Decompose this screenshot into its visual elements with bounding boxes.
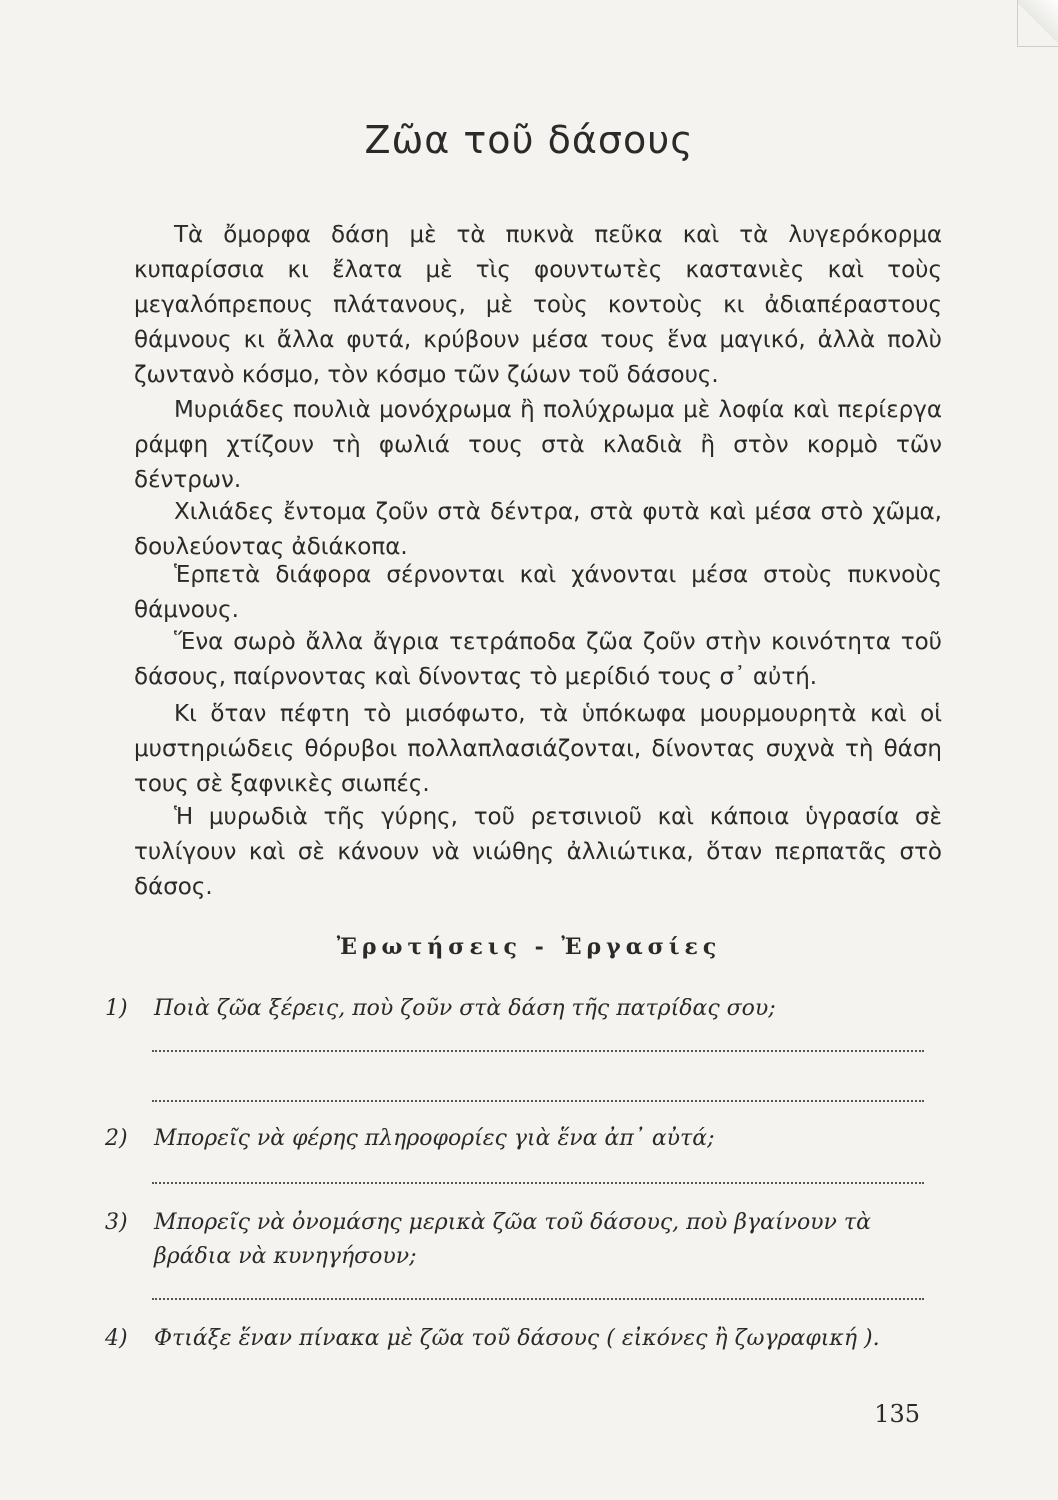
question-text: Ποιὰ ζῶα ξέρεις, ποὺ ζοῦν στὰ δάση τῆς πατρίδας σου; (154, 996, 776, 1021)
page-number: 135 (874, 1400, 920, 1428)
question-number: 1) (105, 996, 128, 1021)
question-number: 3) (105, 1210, 128, 1235)
paragraph-6: Κι ὅταν πέφτη τὸ μισόφωτο, τὰ ὑπόκωφα μουρμουρητὰ καὶ οἱ μυστηριώδεις θόρυβοι πολλαπλασιάζονται, δίνοντας συχνὰ τὴ θάση τους σὲ ξαφνικὲς σιωπές. (134, 701, 942, 797)
answer-line[interactable] (152, 1048, 924, 1052)
answer-line[interactable] (152, 1098, 924, 1102)
question-4 (105, 1322, 935, 1356)
question-text: Μπορεῖς νὰ φέρης πληροφορίες γιὰ ἕνα ἀπ᾿ αὐτά; (154, 1126, 715, 1151)
question-number: 4) (105, 1326, 128, 1351)
question-3 (105, 1206, 935, 1274)
paragraph-2: Μυριάδες πουλιὰ μονόχρωμα ἢ πολύχρωμα μὲ λοφία καὶ περίεργα ράμφη χτίζουν τὴ φωλιά τους στὰ κλαδιὰ ἢ στὸν κορμὸ τῶν δέντρων. (134, 397, 942, 493)
question-2 (105, 1122, 935, 1156)
paragraph-5: Ἕνα σωρὸ ἄλλα ἄγρια τετράποδα ζῶα ζοῦν στὴν κοινότητα τοῦ δάσους, παίρνοντας καὶ δίνοντας τὸ μερίδιό τους σ᾿ αὐτή. (134, 629, 942, 690)
paragraph-3: Χιλιάδες ἔντομα ζοῦν στὰ δέντρα, στὰ φυτὰ καὶ μέσα στὸ χῶμα, δουλεύοντας ἀδιάκοπα. (134, 499, 942, 560)
answer-line[interactable] (152, 1296, 924, 1300)
question-1 (105, 992, 935, 1026)
paragraph-4: Ἑρπετὰ διάφορα σέρνονται καὶ χάνονται μέσα στοὺς πυκνοὺς θάμνους. (134, 562, 942, 623)
question-text: Φτιάξε ἕναν πίνακα μὲ ζῶα τοῦ δάσους ( εἰκόνες ἢ ζωγραφική ). (154, 1326, 880, 1351)
question-text: Μπορεῖς νὰ ὀνομάσης μερικὰ ζῶα τοῦ δάσους, ποὺ βγαίνουν τὰ βράδια νὰ κυνηγήσουν; (154, 1210, 871, 1269)
questions-heading: Ἐρωτήσεις - Ἐργασίες (336, 934, 722, 960)
answer-line[interactable] (152, 1180, 924, 1184)
page-title: Ζῶα τοῦ δάσους (364, 118, 694, 162)
page-corner-fold (1017, 0, 1058, 47)
paragraph-7: Ἡ μυρωδιὰ τῆς γύρης, τοῦ ρετσινιοῦ καὶ κάποια ὑγρασία σὲ τυλίγουν καὶ σὲ κάνουν νὰ νιώθης ἀλλιώτικα, ὅταν περπατᾶς στὸ δάσος. (134, 804, 942, 900)
paragraph-1: Τὰ ὄμορφα δάση μὲ τὰ πυκνὰ πεῦκα καὶ τὰ λυγερόκορμα κυπαρίσσια κι ἔλατα μὲ τὶς φουντωτὲς καστανιὲς καὶ τοὺς μεγαλόπρεπους πλάτανους, μὲ τοὺς κοντοὺς κι ἀδιαπέραστους θάμνους κι ἄλλα φυτά, κρύβουν μέσα τους ἕνα μαγικό, ἀλλὰ πολὺ ζωντανὸ κόσμο, τὸν κόσμο τῶν ζώων τοῦ δάσους. (134, 222, 942, 388)
question-number: 2) (105, 1126, 128, 1151)
